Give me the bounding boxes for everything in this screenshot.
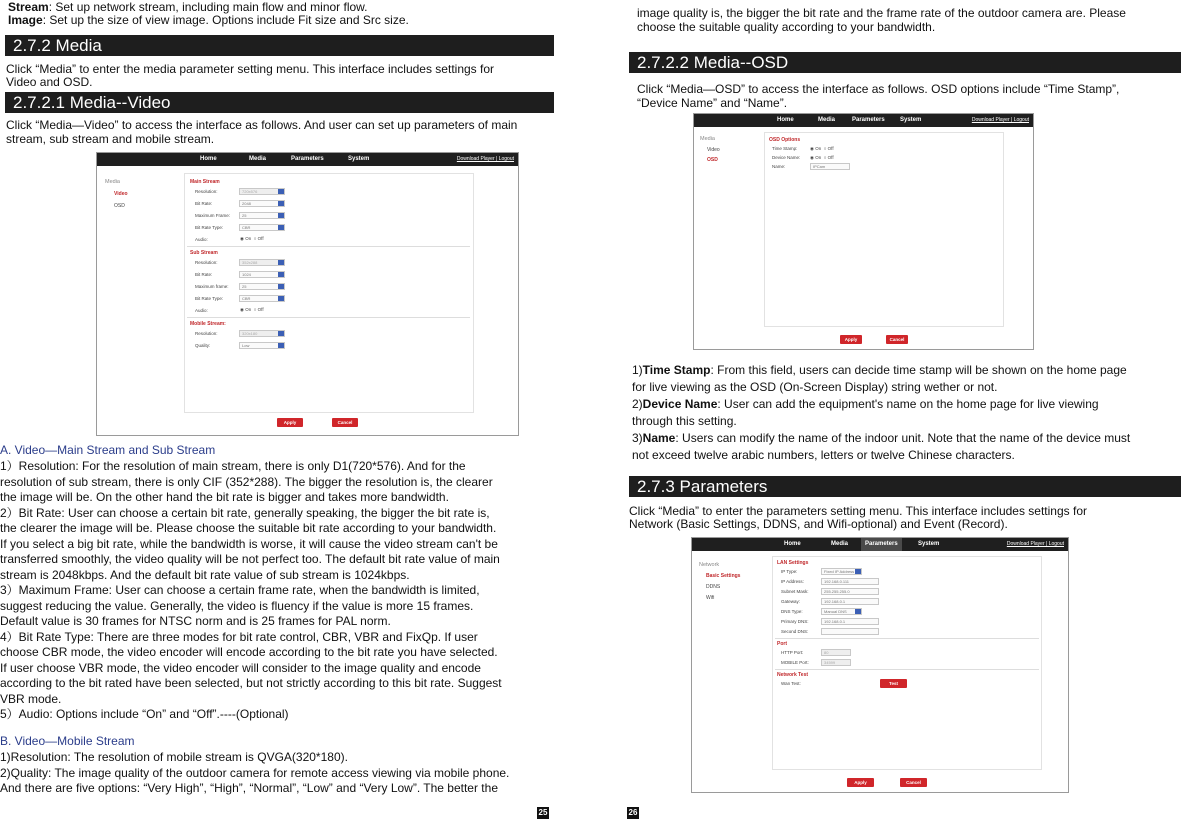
body-line: 3）Maximum Frame: User can choose a certain frame rate, when the bandwidth is limited, [0, 583, 480, 597]
params-text-line: Click “Media” to enter the parameters setting menu. This interface includes settings for [629, 504, 1087, 518]
nav-system[interactable]: System [918, 541, 940, 547]
video-settings-screenshot [96, 152, 519, 436]
media-text-line: Click “Media” to enter the media parameter setting menu. This interface includes settings for [6, 62, 495, 76]
field-label: Gateway: [781, 599, 801, 604]
divider [187, 317, 470, 318]
main-frame-select[interactable]: 25 [239, 212, 285, 219]
osd-item-line: for live viewing as the OSD (On-Screen Display) string wether or not. [632, 380, 998, 394]
lan-settings-title: LAN Settings [777, 560, 809, 566]
mobile-stream-title: Mobile Stream: [190, 321, 226, 327]
field-label: Resolution: [195, 260, 218, 265]
sub-frame-select[interactable]: 25 [239, 283, 285, 290]
field-label: IP Type: [781, 569, 798, 574]
osd-item-line: 3)Name: Users can modify the name of the indoor unit. Note that the name of the device must [632, 431, 1131, 445]
side-item-video[interactable]: Video [114, 191, 128, 197]
body-line: choose CBR mode, the video encoder will encode according to the bit rate you have selected. [0, 645, 498, 659]
test-button[interactable]: Test [880, 679, 907, 688]
mobile-quality-select[interactable]: Low [239, 342, 285, 349]
field-label: Audio: [195, 308, 208, 313]
body-line: If user choose VBR mode, the video encoder will consider to the image quality and encode [0, 660, 481, 675]
video-heading: 2.7.2.1 Media--Video [5, 92, 554, 113]
dns-type-select[interactable]: Manual DNS [821, 608, 862, 615]
field-label: Second DNS: [781, 629, 809, 634]
body-line: the image will be. On the other hand the bit rate is bigger and takes more bandwidth. [0, 490, 449, 504]
download-logout-link[interactable]: Download Player | Logout [456, 156, 514, 162]
right-page [620, 0, 1181, 821]
field-label: Maximum frame: [195, 284, 229, 289]
sub-audio-radio[interactable]: ◉ On ○ Off [240, 307, 264, 312]
main-resolution-select[interactable]: 720x576 [239, 188, 285, 195]
field-label: Wan Test: [781, 681, 801, 686]
sub-stream-title: Sub Stream [190, 250, 218, 256]
media-text-line: Video and OSD. [6, 75, 93, 89]
field-label: Audio: [195, 237, 208, 242]
body-line: And there are five options: “Very High”, “High”, “Normal”, “Low” and “Very Low”. The better the [0, 781, 498, 795]
body-line: 2）Bit Rate: User can choose a certain bit rate, generally speaking, the bigger the bit rate is, [0, 505, 490, 520]
field-label: IP Address: [781, 579, 804, 584]
body-line: stream is 2048kbps. And the default bit rate value of sub stream is 1024kbps. [0, 567, 410, 582]
nav-home[interactable]: Home [777, 117, 794, 123]
left-page [0, 0, 560, 821]
body-line: 5）Audio: Options include “On” and “Off”.----(Optional) [0, 707, 289, 721]
sub-bitrate-type-select[interactable]: CBR [239, 295, 285, 302]
ip-type-select[interactable]: Fixed IP Address [821, 568, 862, 575]
http-port-input[interactable]: 80 [821, 649, 851, 656]
body-line: 1)Resolution: The resolution of mobile stream is QVGA(320*180). [0, 750, 348, 764]
video-text-line: stream, sub stream and mobile stream. [6, 132, 215, 146]
body-line: VBR mode. [0, 691, 62, 706]
field-label: DNS Type: [781, 609, 803, 614]
field-label: Name: [772, 164, 786, 169]
image-intro-line: Image: Set up the size of view image. Options include Fit size and Src size. [8, 13, 409, 27]
nav-media[interactable]: Media [831, 541, 849, 547]
divider [775, 669, 1039, 670]
cancel-button[interactable]: Cancel [886, 335, 908, 344]
field-label: Maximum Frame: [195, 213, 231, 218]
mobile-port-input[interactable]: 34599 [821, 659, 851, 666]
nav-media[interactable]: Media [818, 117, 836, 123]
media-heading: 2.7.2 Media [5, 35, 554, 56]
sub-resolution-select[interactable]: 352x288 [239, 259, 285, 266]
section-a-body [0, 459, 502, 723]
field-label: Bit Rate Type: [195, 296, 224, 301]
nav-parameters[interactable]: Parameters [852, 117, 885, 123]
section-b-body [0, 750, 509, 797]
field-label: Bit Rate: [195, 201, 213, 206]
field-label: HTTP Port: [781, 650, 804, 655]
nav-media[interactable]: Media [249, 156, 267, 162]
settings-panel [184, 173, 474, 413]
second-dns-input[interactable] [821, 628, 879, 635]
page-number: 26 [628, 808, 638, 817]
network-test-title: Network Test [777, 672, 809, 678]
body-line: 1）Resolution: For the resolution of main stream, there is only D1(720*576). And for the [0, 459, 466, 473]
divider [187, 246, 470, 247]
body-line: 2)Quality: The image quality of the outdoor camera for remote access viewing via mobile phone. [0, 765, 510, 780]
main-audio-radio[interactable]: ◉ On ○ Off [240, 236, 264, 241]
osd-text-line: “Device Name” and “Name”. [637, 96, 788, 110]
osd-settings-screenshot [693, 113, 1034, 350]
parameters-settings-screenshot [691, 537, 1069, 793]
main-bitrate-select[interactable]: 2048 [239, 200, 285, 207]
side-item-basic-settings[interactable]: Basic Settings [706, 573, 741, 579]
field-label: Resolution: [195, 189, 218, 194]
divider [775, 638, 1039, 639]
nav-system[interactable]: System [348, 156, 370, 162]
device-name-radio[interactable]: ◉ On ○ Off [810, 155, 834, 160]
body-line: according to the bit rated have been selected, but not strictly according to this bit rate. Suggest [0, 676, 502, 690]
body-line: 4）Bit Rate Type: There are three modes for bit rate control, CBR, VBR and FixQp. If user [0, 629, 478, 644]
mobile-resolution-select[interactable]: 320x180 [239, 330, 285, 337]
osd-item-line: not exceed twelve arabic numbers, letters or twelve Chinese characters. [632, 448, 1015, 462]
nav-parameters[interactable]: Parameters [291, 156, 324, 162]
port-title: Port [777, 641, 787, 647]
side-item-video[interactable]: Video [707, 147, 720, 153]
main-bitrate-type-select[interactable]: CBR [239, 224, 285, 231]
field-label: Resolution: [195, 331, 218, 336]
section-b-title: B. Video—Mobile Stream [0, 734, 135, 748]
params-text-line: Network (Basic Settings, DDNS, and Wifi-optional) and Event (Record). [629, 517, 1008, 531]
osd-options-title: OSD Options [769, 137, 801, 143]
body-line: If you select a big bit rate, while the bandwidth is worse, it will cause the video stream can't be [0, 536, 498, 551]
ip-address-input[interactable]: 192.168.0.111 [821, 578, 879, 585]
cancel-button[interactable]: Cancel [900, 778, 927, 787]
nav-bar [694, 114, 1033, 127]
nav-bar [97, 153, 518, 166]
osd-heading: 2.7.2.2 Media--OSD [629, 52, 1181, 73]
sub-bitrate-select[interactable]: 1024 [239, 271, 285, 278]
body-line: resolution of sub stream, there is only CIF (352*288). The bigger the resolution is, the clearer [0, 474, 493, 489]
body-line: the clearer the image will be. Please choose the suitable bit rate according to your bandwidth. [0, 521, 497, 535]
field-label: Bit Rate: [195, 272, 213, 277]
nav-parameters[interactable]: Parameters [861, 538, 902, 551]
osd-text-line: Click “Media—OSD” to access the interface as follows. OSD options include “Time Stamp”, [637, 82, 1120, 96]
apply-button[interactable]: Apply [277, 418, 303, 427]
apply-button[interactable]: Apply [847, 778, 874, 787]
name-input[interactable]: IPCam [810, 163, 850, 170]
main-stream-title: Main Stream [190, 179, 220, 185]
side-title: Media [105, 179, 120, 185]
osd-item-line: 1)Time Stamp: From this field, users can decide time stamp will be shown on the home page [632, 363, 1127, 377]
side-item-osd[interactable]: OSD [114, 203, 125, 209]
side-item-ddns[interactable]: DDNS [706, 584, 721, 590]
field-label: Subnet Mask: [781, 589, 809, 594]
body-line: transferred smoothly, the video quality will be not perfect too. The default bit rate value of main [0, 552, 500, 566]
page-number: 25 [538, 808, 548, 817]
time-stamp-radio[interactable]: ◉ On ○ Off [810, 146, 834, 151]
field-label: Device Name: [772, 155, 801, 160]
field-label: Bit Rate Type: [195, 225, 224, 230]
download-logout-link[interactable]: Download Player | Logout [1006, 541, 1064, 547]
parameters-heading: 2.7.3 Parameters [629, 476, 1181, 497]
nav-system[interactable]: System [900, 117, 922, 123]
side-item-osd[interactable]: OSD [707, 157, 718, 163]
continued-line: image quality is, the bigger the bit rate and the frame rate of the outdoor camera are. Please [637, 6, 1126, 20]
field-label: Quality: [195, 343, 211, 348]
field-label: Primary DNS: [781, 619, 809, 624]
video-text-line: Click “Media—Video” to access the interface as follows. And user can set up parameters of main [6, 118, 518, 132]
side-title: Media [700, 136, 715, 142]
osd-item-line: through this setting. [632, 414, 737, 428]
settings-panel [764, 132, 1004, 327]
cancel-button[interactable]: Cancel [332, 418, 358, 427]
side-title: Network [699, 562, 720, 568]
apply-button[interactable]: Apply [840, 335, 862, 344]
download-logout-link[interactable]: Download Player | Logout [971, 117, 1029, 123]
side-item-wifi[interactable]: Wifi [706, 595, 715, 601]
body-line: Default value is 30 frames for NTSC norm and is 25 frames for PAL norm. [0, 614, 391, 628]
primary-dns-input[interactable]: 192.168.0.1 [821, 618, 879, 625]
nav-home[interactable]: Home [784, 541, 801, 547]
nav-home[interactable]: Home [200, 156, 217, 162]
field-label: Time Stamp: [772, 146, 798, 151]
section-a-title: A. Video—Main Stream and Sub Stream [0, 443, 216, 457]
osd-items [632, 362, 1130, 464]
settings-panel [772, 556, 1042, 770]
subnet-mask-input[interactable]: 255.255.255.0 [821, 588, 879, 595]
body-line: suggest reducing the value. Generally, the video is fluency if the value is more 15 frames. [0, 598, 474, 613]
continued-line: choose the suitable quality according to your bandwidth. [637, 20, 936, 34]
field-label: MOBILE Port: [781, 660, 809, 665]
osd-item-line: 2)Device Name: User can add the equipment's name on the home page for live viewing [632, 397, 1099, 411]
gateway-input[interactable]: 192.168.0.1 [821, 598, 879, 605]
stream-intro-line: Stream: Set up network stream, including main flow and minor flow. [8, 0, 368, 14]
nav-bar [692, 538, 1068, 551]
